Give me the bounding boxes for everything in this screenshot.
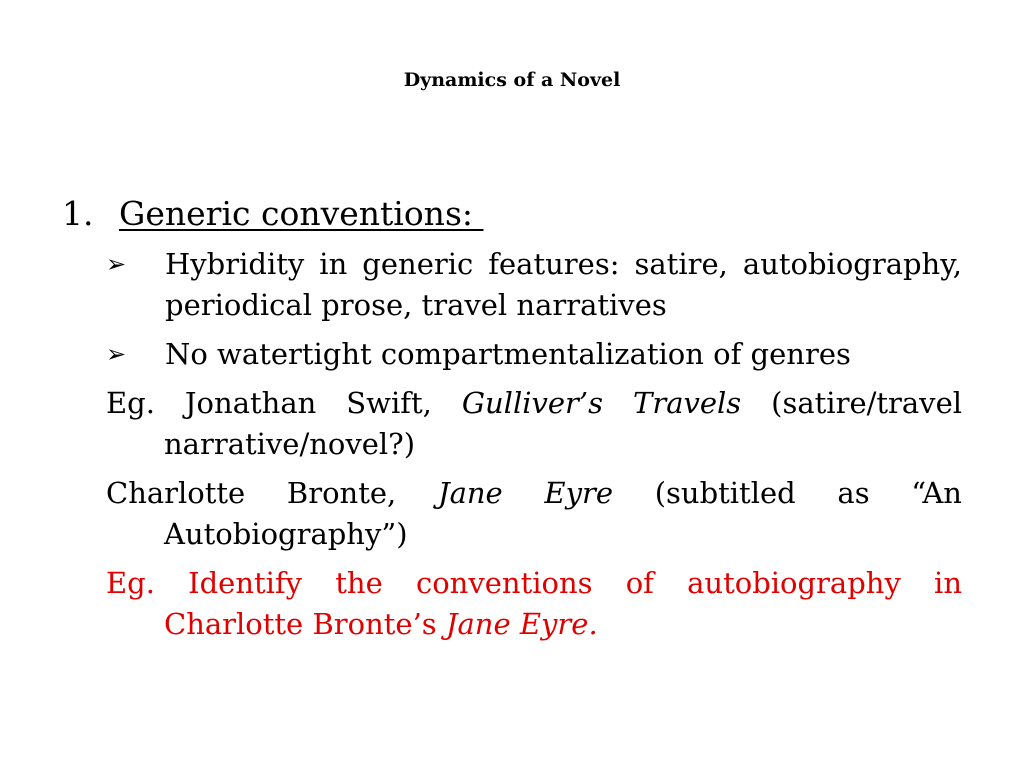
exercise-prefix: Eg. Identify the conventions of autobiography in Charlotte Bronte’s (106, 566, 962, 641)
bullet-item (106, 334, 962, 375)
bullet-text: Hybridity in generic features: satire, autobiography, periodical prose, travel narratives (165, 247, 962, 322)
heading-number: 1. (62, 194, 94, 233)
example-prefix: Eg. Jonathan Swift, (106, 386, 462, 420)
example-suffix: (subtitled as “An Autobiography”) (164, 476, 962, 551)
example-paragraph (106, 383, 962, 465)
exercise-title: Jane Eyre. (445, 607, 598, 641)
slide-content (62, 192, 962, 653)
example-title: Jane Eyre (437, 476, 613, 510)
exercise-paragraph (106, 563, 962, 645)
slide-title: Dynamics of a Novel (403, 69, 621, 91)
arrow-bullet-icon: ➢ (106, 250, 127, 278)
bullet-item (106, 244, 962, 326)
section-heading (62, 192, 962, 236)
example-suffix: (satire/travel narrative/novel?) (164, 386, 963, 461)
example-prefix: Charlotte Bronte, (106, 476, 438, 510)
arrow-bullet-icon: ➢ (106, 340, 127, 368)
example-title: Gulliver’s Travels (461, 386, 742, 420)
heading-text: Generic conventions: (119, 194, 484, 233)
bullet-text: No watertight compartmentalization of genres (165, 337, 851, 371)
example-paragraph (106, 473, 962, 555)
